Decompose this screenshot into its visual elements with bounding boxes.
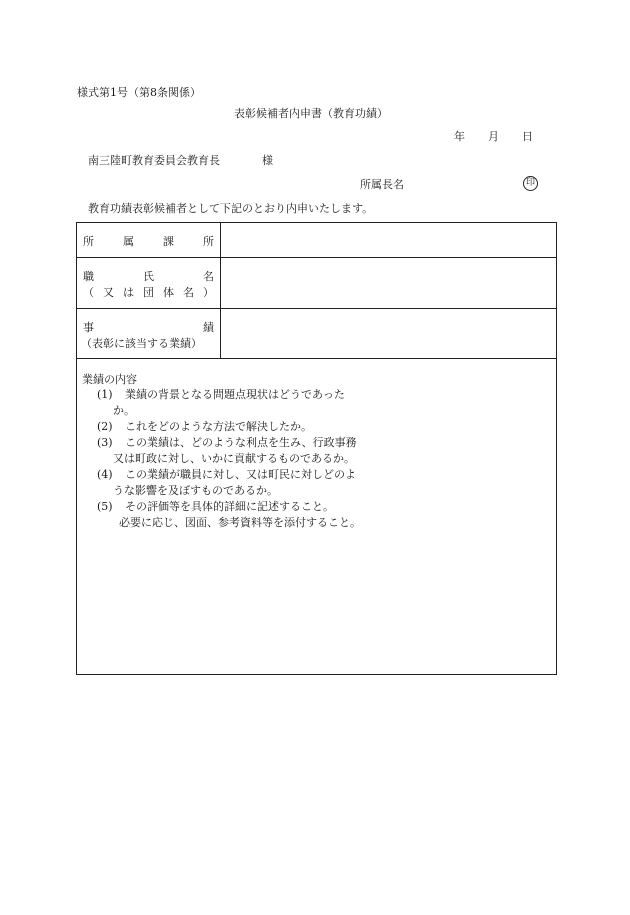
item-text: その評価等を具体的詳細に記述すること。 [125, 500, 334, 513]
item-text-continued: 又は町政に対し、いかに貢献するものであるか。 [113, 452, 355, 465]
applicant-name-label: 所属長名 [360, 178, 404, 191]
item-text-continued: うな影響を及ぼすものであるか。 [113, 484, 278, 497]
row-achievement [77, 309, 556, 359]
department-field[interactable] [221, 223, 556, 257]
item-text: この業績が職員に対し、又は町民に対しどのよ [125, 468, 356, 481]
label-char: 属 [123, 235, 134, 248]
label-char: 所 [203, 235, 214, 248]
addressee-honorific: 様 [262, 154, 273, 167]
details-section[interactable] [77, 359, 556, 674]
item-text: この業績は、どのような利点を生み、行政事務 [125, 436, 357, 449]
label-char: は [123, 286, 134, 299]
label-char: 体 [163, 286, 174, 299]
attachment-note: 必要に応じ、図面、参考資料等を添付すること。 [119, 516, 361, 529]
label-char: 名 [203, 270, 214, 283]
name-label [77, 258, 221, 308]
detail-item [97, 467, 356, 483]
item-number: (3) [97, 436, 113, 449]
form-number: 様式第1号（第8条関係） [77, 86, 201, 99]
achievement-field[interactable] [221, 309, 556, 358]
department-label [77, 223, 221, 257]
document-title: 表彰候補者内申書（教育功績） [234, 107, 388, 120]
label-char: 名 [183, 286, 194, 299]
row-name [77, 258, 556, 309]
item-number: (2) [97, 420, 113, 433]
details-heading: 業績の内容 [82, 373, 137, 386]
label-char: 績 [203, 321, 214, 334]
label-char: 又 [103, 286, 114, 299]
detail-item [97, 435, 357, 451]
achievement-sublabel: （表彰に該当する業績） [81, 337, 202, 350]
item-number: (1) [97, 388, 113, 401]
intro-text: 教育功績表彰候補者として下記のとおり内申いたします。 [88, 202, 374, 215]
item-number: (5) [97, 500, 113, 513]
detail-item [97, 419, 312, 435]
detail-item [97, 387, 345, 403]
label-char: 職 [83, 270, 94, 283]
label-char: 氏 [143, 270, 154, 283]
addressee [88, 152, 273, 168]
date-month: 月 [488, 130, 499, 143]
name-field[interactable] [221, 258, 556, 308]
seal-icon: 印 [523, 176, 538, 191]
item-text: 業績の背景となる問題点現状はどうであった [125, 388, 345, 401]
date-year: 年 [454, 130, 465, 143]
detail-item [97, 499, 334, 515]
form-table [76, 222, 557, 675]
date-line [454, 128, 533, 144]
label-char: 課 [163, 235, 174, 248]
item-number: (4) [97, 468, 113, 481]
label-char: 団 [143, 286, 154, 299]
label-char: ） [203, 286, 214, 299]
label-char: 所 [83, 235, 94, 248]
date-day: 日 [522, 130, 533, 143]
item-text-continued: か。 [113, 404, 135, 417]
label-char: （ [83, 286, 94, 299]
label-char: 事 [83, 321, 94, 334]
addressee-name: 南三陸町教育委員会教育長 [88, 154, 220, 167]
item-text: これをどのような方法で解決したか。 [125, 420, 312, 433]
achievement-label [77, 309, 221, 358]
row-department [77, 223, 556, 258]
